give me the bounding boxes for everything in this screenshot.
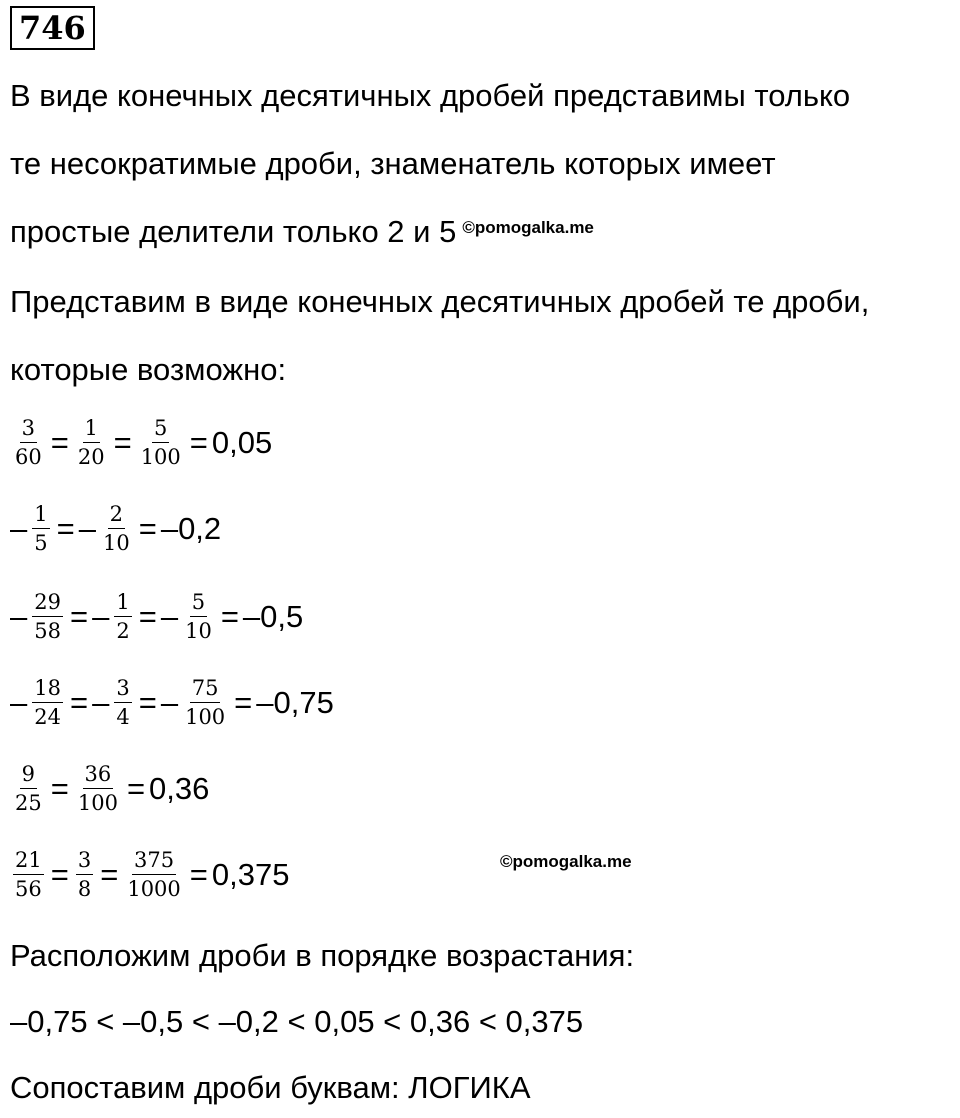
fraction-numerator: 3 (114, 676, 131, 703)
fraction-denominator: 100 (140, 445, 181, 470)
equation-result: 0,36 (149, 770, 210, 806)
equation-result: –0,5 (242, 598, 304, 634)
fraction-numerator: 3 (20, 416, 37, 443)
paragraph-line-2: те несократимые дроби, знаменатель которых имеет (10, 146, 776, 181)
fraction (183, 590, 214, 643)
fraction-denominator: 25 (15, 791, 42, 816)
minus-sign: – (160, 598, 179, 634)
equation-row (10, 590, 303, 643)
fraction-numerator: 1 (83, 416, 100, 443)
equals-sign: = (189, 856, 208, 892)
watermark-center: ©pomogalka.me (500, 852, 632, 871)
minus-sign: – (10, 598, 28, 634)
fraction-denominator: 60 (15, 445, 42, 470)
fraction-numerator: 29 (32, 590, 63, 617)
fraction (13, 848, 44, 901)
fraction (183, 676, 227, 729)
fraction-numerator: 2 (108, 502, 125, 529)
fraction-denominator: 100 (77, 791, 118, 816)
fraction-numerator: 36 (83, 762, 114, 789)
fraction-denominator: 20 (77, 445, 105, 470)
equation-row (10, 676, 334, 729)
equals-sign: = (138, 684, 157, 720)
equals-sign: = (113, 424, 132, 460)
fraction-denominator: 56 (15, 877, 42, 902)
paragraph-line-3-text: простые делители только 2 и 5 (10, 214, 457, 249)
minus-sign: – (78, 510, 96, 546)
fraction (101, 502, 132, 555)
equation-row (10, 416, 272, 469)
equals-sign: = (56, 510, 75, 546)
equals-sign: = (138, 598, 157, 634)
fraction-denominator: 2 (116, 619, 130, 644)
equals-sign: = (50, 424, 69, 460)
fraction-numerator: 375 (132, 848, 176, 875)
fraction-numerator: 5 (152, 416, 169, 443)
fraction (13, 416, 44, 469)
equals-sign: = (69, 598, 89, 634)
minus-sign: – (160, 684, 179, 720)
fraction-denominator: 24 (34, 705, 61, 730)
equals-sign: = (138, 510, 157, 546)
watermark-inline: ©pomogalka.me (462, 218, 594, 237)
fraction (76, 762, 120, 815)
fraction (32, 676, 63, 729)
fraction (114, 590, 131, 643)
fraction (125, 848, 182, 901)
fraction-denominator: 1000 (127, 877, 181, 902)
fraction (13, 762, 44, 815)
fraction-numerator: 5 (190, 590, 207, 617)
fraction-numerator: 21 (13, 848, 44, 875)
equation-row (10, 762, 209, 815)
fraction-numerator: 3 (76, 848, 93, 875)
fraction-denominator: 10 (185, 619, 212, 644)
fraction-denominator: 100 (185, 705, 226, 730)
fraction-denominator: 8 (77, 877, 92, 902)
fraction (76, 848, 93, 901)
conclusion-line-3: Сопоставим дроби буквам: ЛОГИКА (10, 1070, 531, 1105)
minus-sign: – (10, 684, 28, 720)
equals-sign: = (69, 684, 89, 720)
fraction (76, 416, 107, 469)
equals-sign: = (189, 424, 208, 460)
equation-result: 0,375 (211, 856, 290, 892)
minus-sign: – (10, 510, 28, 546)
equation-row (10, 848, 289, 901)
equals-sign: = (126, 770, 146, 806)
fraction-numerator: 9 (20, 762, 37, 789)
minus-sign: – (92, 684, 110, 720)
fraction-numerator: 75 (190, 676, 221, 703)
fraction (32, 502, 49, 555)
equals-sign: = (234, 684, 253, 720)
minus-sign: – (92, 598, 110, 634)
problem-number: 746 (10, 6, 95, 50)
fraction-denominator: 4 (116, 705, 130, 730)
fraction-numerator: 1 (114, 590, 131, 617)
equation-result: 0,05 (211, 424, 273, 460)
equals-sign: = (50, 770, 69, 806)
fraction (32, 590, 63, 643)
paragraph-line-3 (10, 214, 594, 250)
fraction-denominator: 58 (34, 619, 61, 644)
conclusion-ordering: –0,75 < –0,5 < –0,2 < 0,05 < 0,36 < 0,375 (10, 1004, 584, 1039)
equation-row (10, 502, 221, 555)
fraction (114, 676, 131, 729)
paragraph-line-5: которые возможно: (10, 352, 287, 387)
fraction-numerator: 1 (32, 502, 49, 529)
fraction-numerator: 18 (32, 676, 63, 703)
equals-sign: = (220, 598, 239, 634)
equation-result: –0,75 (256, 684, 334, 720)
conclusion-line-1: Расположим дроби в порядке возрастания: (10, 938, 635, 973)
fraction (139, 416, 183, 469)
equals-sign: = (50, 856, 69, 892)
fraction-denominator: 10 (102, 531, 130, 556)
equals-sign: = (100, 856, 119, 892)
paragraph-line-4: Представим в виде конечных десятичных дробей те дроби, (10, 284, 870, 319)
fraction-denominator: 5 (34, 531, 48, 556)
equation-result: –0,2 (160, 510, 222, 546)
paragraph-line-1: В виде конечных десятичных дробей представимы только (10, 78, 851, 113)
